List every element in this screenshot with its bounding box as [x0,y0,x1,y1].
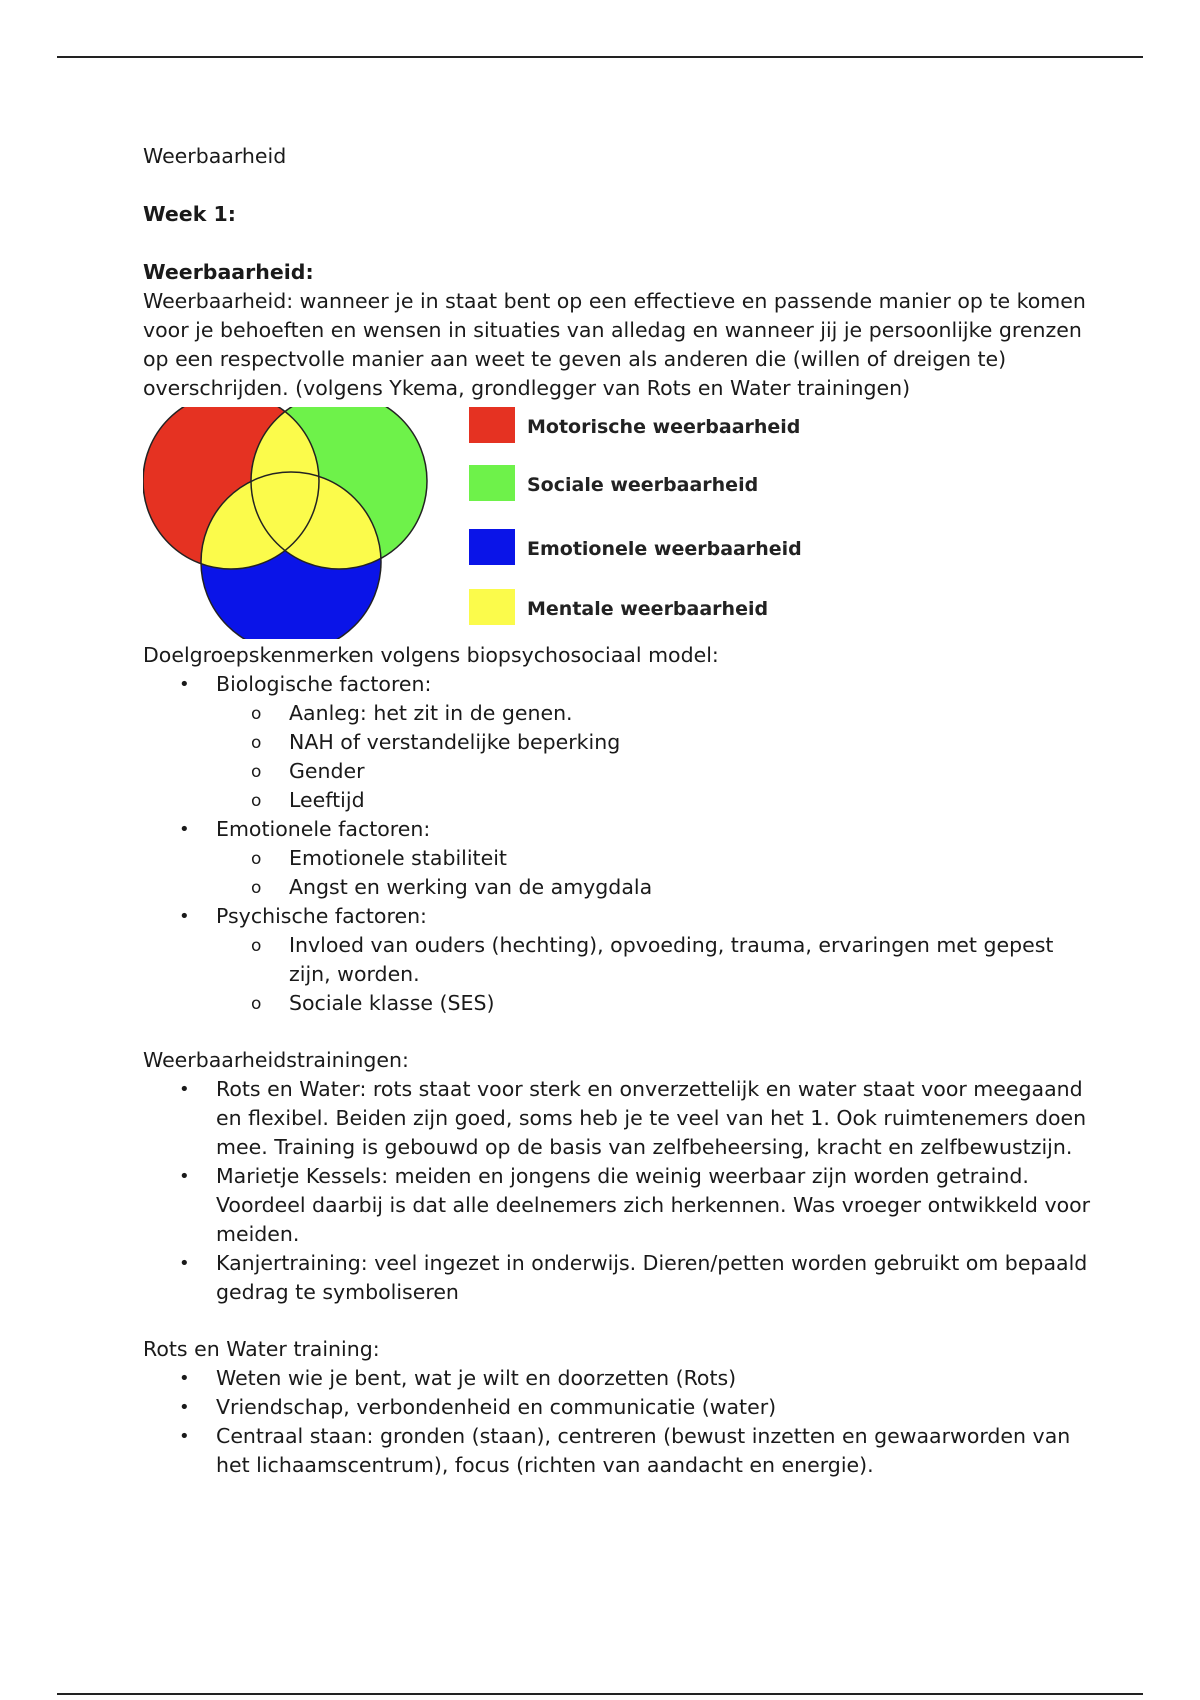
list-item [143,1422,1071,1480]
definition-line: overschrijden. (volgens Ykema, grondlegger van Rots en Water trainingen) [143,376,911,400]
sub-list [216,844,1063,902]
factor-label: Biologische factoren: [216,672,432,696]
legend-swatch [469,589,515,625]
list-item-text: Vriendschap, verbondenheid en communicatie (water) [216,1395,777,1419]
doc-title: Weerbaarheid [143,144,287,168]
factor-item-biologisch [143,670,1063,815]
list-item [143,1364,1063,1393]
sub-bullet-icon: o [251,878,262,898]
list-item-text: Marietje Kessels: meiden en jongens die weinig weerbaar zijn worden getraind. [216,1164,1029,1188]
list-item-text: NAH of verstandelijke beperking [289,730,621,754]
list-item-text: het lichaamscentrum), focus (richten van aandacht en energie). [216,1453,874,1477]
section-heading-weerbaarheid: Weerbaarheid: [143,260,314,284]
definition-line: Weerbaarheid: wanneer je in staat bent op een effectieve en passende manier op te komen [143,289,1086,313]
bullet-icon: • [179,1426,190,1447]
sub-bullet-icon: o [251,936,262,956]
sub-bullet-icon: o [251,791,262,811]
list-item-text: Gender [289,759,365,783]
bottom-rule [57,1693,1143,1695]
list-item-text: Leeftijd [289,788,365,812]
list-item [143,1249,1088,1307]
list-item-text: Sociale klasse (SES) [289,991,495,1015]
list-item [216,989,1063,1018]
rots-heading: Rots en Water training: [143,1337,380,1361]
list-item-text: en flexibel. Beiden zijn goed, soms heb je te veel van het 1. Ook ruimtenemers doen [216,1106,1087,1130]
trainingen-heading: Weerbaarheidstrainingen: [143,1048,409,1072]
rots-list [143,1364,1071,1480]
kenmerken-heading: Doelgroepskenmerken volgens biopsychosociaal model: [143,643,719,667]
bullet-icon: • [179,1079,190,1100]
legend-label: Sociale weerbaarheid [527,474,759,496]
factor-label: Psychische factoren: [216,904,427,928]
definition-line: voor je behoeften en wensen in situaties van alledag en wanneer jij je persoonlijke grenzen [143,318,1082,342]
trainingen-list [143,1075,1091,1307]
list-item [216,728,1063,757]
sub-bullet-icon: o [251,762,262,782]
bullet-icon: • [179,1166,190,1187]
list-item-text: meiden. [216,1222,300,1246]
factor-item-emotioneel [143,815,1063,902]
bullet-icon: • [179,1368,190,1389]
legend-swatch [469,529,515,565]
sub-bullet-icon: o [251,733,262,753]
list-item [216,873,1063,902]
venn-diagram [143,407,433,639]
sub-bullet-icon: o [251,849,262,869]
week-heading: Week 1: [143,202,236,226]
bullet-icon: • [179,906,190,927]
list-item-text: Angst en werking van de amygdala [289,875,653,899]
legend-label: Mentale weerbaarheid [527,598,769,620]
list-item-text: Centraal staan: gronden (staan), centreren (bewust inzetten en gewaarworden van [216,1424,1071,1448]
list-item [216,844,1063,873]
list-item-text: Emotionele stabiliteit [289,846,507,870]
list-item-text: Voordeel daarbij is dat alle deelnemers zich herkennen. Was vroeger ontwikkeld voor [216,1193,1091,1217]
list-item-text: Rots en Water: rots staat voor sterk en onverzettelijk en water staat voor meegaand [216,1077,1083,1101]
list-item [216,757,1063,786]
list-item-text: Kanjertraining: veel ingezet in onderwijs. Dieren/petten worden gebruikt om bepaald [216,1251,1088,1275]
weerbaarheid-diagram [143,407,1063,639]
bullet-icon: • [179,1397,190,1418]
factor-item-psychisch [143,902,1063,1018]
factor-list [143,670,1063,1018]
list-item-text: Invloed van ouders (hechting), opvoeding, trauma, ervaringen met gepest [289,933,1054,957]
definition-paragraph [143,287,1086,403]
list-item-text: gedrag te symboliseren [216,1280,459,1304]
legend-label: Motorische weerbaarheid [527,416,801,438]
sub-bullet-icon: o [251,704,262,724]
list-item [216,699,1063,728]
list-item [143,1162,1091,1249]
top-rule [57,56,1143,58]
list-item [216,786,1063,815]
list-item-text: Aanleg: het zit in de genen. [289,701,573,725]
list-item-text: mee. Training is gebouwd op de basis van zelfbeheersing, kracht en zelfbewustzijn. [216,1135,1073,1159]
list-item-text: Weten wie je bent, wat je wilt en doorzetten (Rots) [216,1366,737,1390]
legend-swatch [469,407,515,443]
list-item [216,931,1063,989]
list-item [143,1393,1063,1422]
document-body [143,142,1091,1480]
list-item-text: zijn, worden. [289,962,420,986]
bullet-icon: • [179,819,190,840]
bullet-icon: • [179,674,190,695]
sub-bullet-icon: o [251,994,262,1014]
bullet-icon: • [179,1253,190,1274]
factor-label: Emotionele factoren: [216,817,431,841]
sub-list [216,699,1063,815]
legend-label: Emotionele weerbaarheid [527,538,802,560]
definition-line: op een respectvolle manier aan weet te geven als anderen die (willen of dreigen te) [143,347,1007,371]
sub-list [216,931,1063,1018]
list-item [143,1075,1087,1162]
diagram-legend [469,407,969,639]
legend-swatch [469,465,515,501]
